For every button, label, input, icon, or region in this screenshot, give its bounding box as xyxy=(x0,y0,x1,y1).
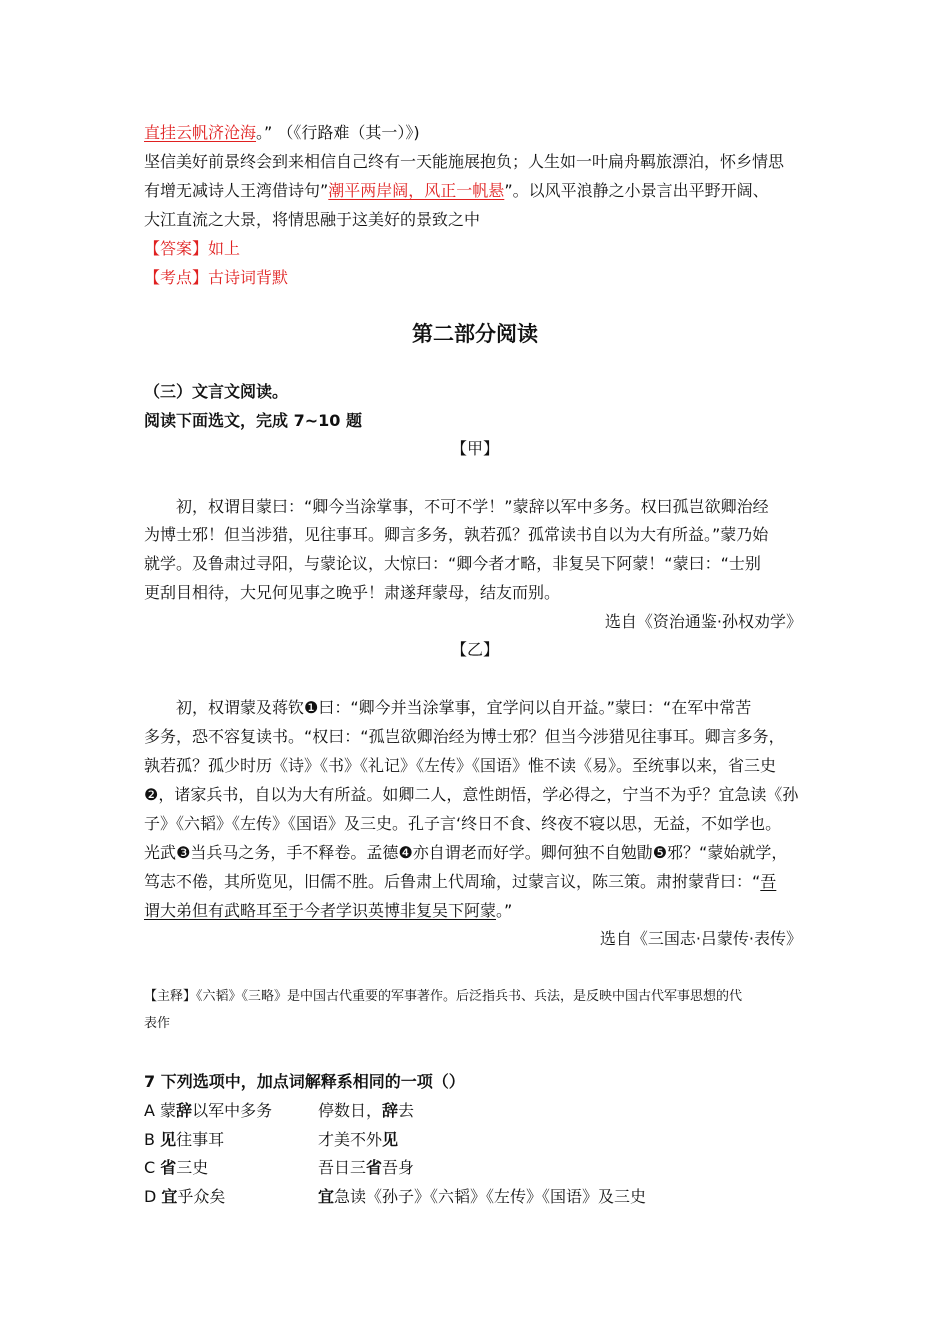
option-b-compare xyxy=(318,1130,398,1150)
yi-line-text: 。” xyxy=(496,901,513,920)
question-stem: 7 下列选项中，加点词解释系相同的一项（） xyxy=(144,1072,465,1091)
option-text: 蒙 xyxy=(160,1101,177,1120)
jia-line: 为博士邪！但当涉猎，见往事耳。卿言多务，孰若孤？孤常读书自以为大有所益。”蒙乃始 xyxy=(144,525,769,544)
option-d-compare xyxy=(318,1187,646,1207)
option-text: 吾身 xyxy=(382,1158,415,1177)
answer-label: 【答案】如上 xyxy=(144,239,241,258)
yi-line: 多务，恐不容复读书。“权曰：“孤岂欲卿治经为博士邪？但当今涉猎见往事耳。卿言多务， xyxy=(144,727,785,746)
option-letter: D xyxy=(144,1187,162,1206)
dotted-word: 见 xyxy=(382,1130,399,1149)
yi-line xyxy=(144,872,776,892)
explanation-line-2 xyxy=(144,181,769,201)
yi-line-text: 笃志不倦，其所览见，旧儒不胜。后鲁肃上代周瑜，过蒙言议，陈三策。肃拊蒙背曰：“ xyxy=(144,872,761,891)
jia-source: 选自《资治通鉴·孙权劝学》 xyxy=(604,612,802,631)
yi-line: ❷，诸家兵书，自以为大有所益。如卿二人，意性朗悟，学必得之，宁当不为乎？宜急读《孙 xyxy=(144,785,799,804)
note-line: 表作 xyxy=(144,1016,171,1031)
dotted-word: 省 xyxy=(366,1158,383,1177)
option-text: 才美不外 xyxy=(318,1130,383,1149)
yi-source: 选自《三国志·吕蒙传·表传》 xyxy=(599,929,802,948)
explanation-text: 有增无减诗人王湾借诗句” xyxy=(144,181,329,200)
jia-line: 更刮目相待，大兄何见事之晚乎！肃遂拜蒙母，结友而别。 xyxy=(144,583,561,602)
yi-line: 光武❸当兵马之务，手不释卷。孟德❹亦自谓老而好学。卿何独不自勉勖❺邪？“蒙始就学， xyxy=(144,843,788,862)
option-letter: C xyxy=(144,1158,161,1177)
option-c-compare xyxy=(318,1158,414,1178)
yi-line: 子》《六韬》《左传》《国语》及三史。孔子言‘终日不食、终夜不寝以思，无益，不如学也。 xyxy=(144,814,782,833)
instruction-text: 阅读下面选文，完成 7~10 题 xyxy=(144,411,362,430)
underlined-sentence: 吾 xyxy=(760,872,777,891)
explanation-text: ”。以风平浪静之小景言出平野开阔、 xyxy=(504,181,769,200)
option-a xyxy=(144,1101,272,1121)
poem-quote-red: 直挂云帆济沧海 xyxy=(144,123,257,142)
subsection-heading: （三）文言文阅读。 xyxy=(144,382,289,401)
poem-source: 。” （《行路难（其一）》) xyxy=(256,123,420,142)
option-letter: A xyxy=(144,1101,161,1120)
option-a-compare xyxy=(318,1101,414,1121)
yi-line: 初，权谓蒙及蒋钦❶曰：“卿今并当涂掌事，宜学问以自开益。”蒙曰：“在军中常苦 xyxy=(176,698,752,717)
option-text: 停数日， xyxy=(318,1101,383,1120)
underlined-sentence: 谓大弟但有武略耳至于今者学识英博非复吴下阿蒙 xyxy=(144,901,497,920)
option-text: 吾日三 xyxy=(318,1158,367,1177)
explanation-line-1: 坚信美好前景终会到来相信自己终有一天能施展抱负；人生如一叶扁舟羁旅漂泊，怀乡情思 xyxy=(144,152,785,171)
yi-line: 孰若孤？孤少时历《诗》《书》《礼记》《左传》《国语》惟不读《易》。至统事以来，省三史 xyxy=(144,756,777,775)
poem-quote-red: 潮平两岸阔，风正一帆悬 xyxy=(328,181,505,200)
option-text: 三史 xyxy=(176,1158,209,1177)
dotted-word: 辞 xyxy=(382,1101,399,1120)
dotted-word: 见 xyxy=(160,1130,177,1149)
option-text: 往事耳 xyxy=(176,1130,225,1149)
option-text: 急读《孙子》《六韬》《左传》《国语》及三史 xyxy=(334,1187,647,1206)
explanation-line-3: 大江直流之大景，将情思融于这美好的景致之中 xyxy=(144,210,481,229)
dotted-word: 省 xyxy=(160,1158,177,1177)
dotted-word: 宜 xyxy=(318,1187,335,1206)
jia-heading: 【甲】 xyxy=(450,439,499,458)
dotted-word: 宜 xyxy=(161,1187,178,1206)
jia-line: 就学。及鲁肃过寻阳，与蒙论议，大惊曰：“卿今者才略，非复吴下阿蒙！“蒙曰：“士别 xyxy=(144,554,761,573)
jia-line: 初，权谓目蒙曰：“卿今当涂掌事，不可不学！”蒙辞以军中多务。权曰孤岂欲卿治经 xyxy=(176,497,769,516)
kaodian-label: 【考点】古诗词背默 xyxy=(144,268,289,287)
section-title: 第二部分阅读 xyxy=(412,322,538,346)
yi-line xyxy=(144,901,512,921)
yi-heading: 【乙】 xyxy=(450,640,499,659)
note-line: 【主释】《六韬》《三略》是中国古代重要的军事著作。后泛指兵书、兵法，是反映中国古代军事思想的代 xyxy=(144,989,743,1004)
option-text: 去 xyxy=(398,1101,415,1120)
option-c xyxy=(144,1158,208,1178)
dotted-word: 辞 xyxy=(176,1101,193,1120)
option-text: 以军中多务 xyxy=(192,1101,273,1120)
option-letter: B xyxy=(144,1130,161,1149)
option-text: 乎众矣 xyxy=(177,1187,226,1206)
option-b xyxy=(144,1130,224,1150)
option-d xyxy=(144,1187,225,1207)
poem-line xyxy=(144,123,420,143)
